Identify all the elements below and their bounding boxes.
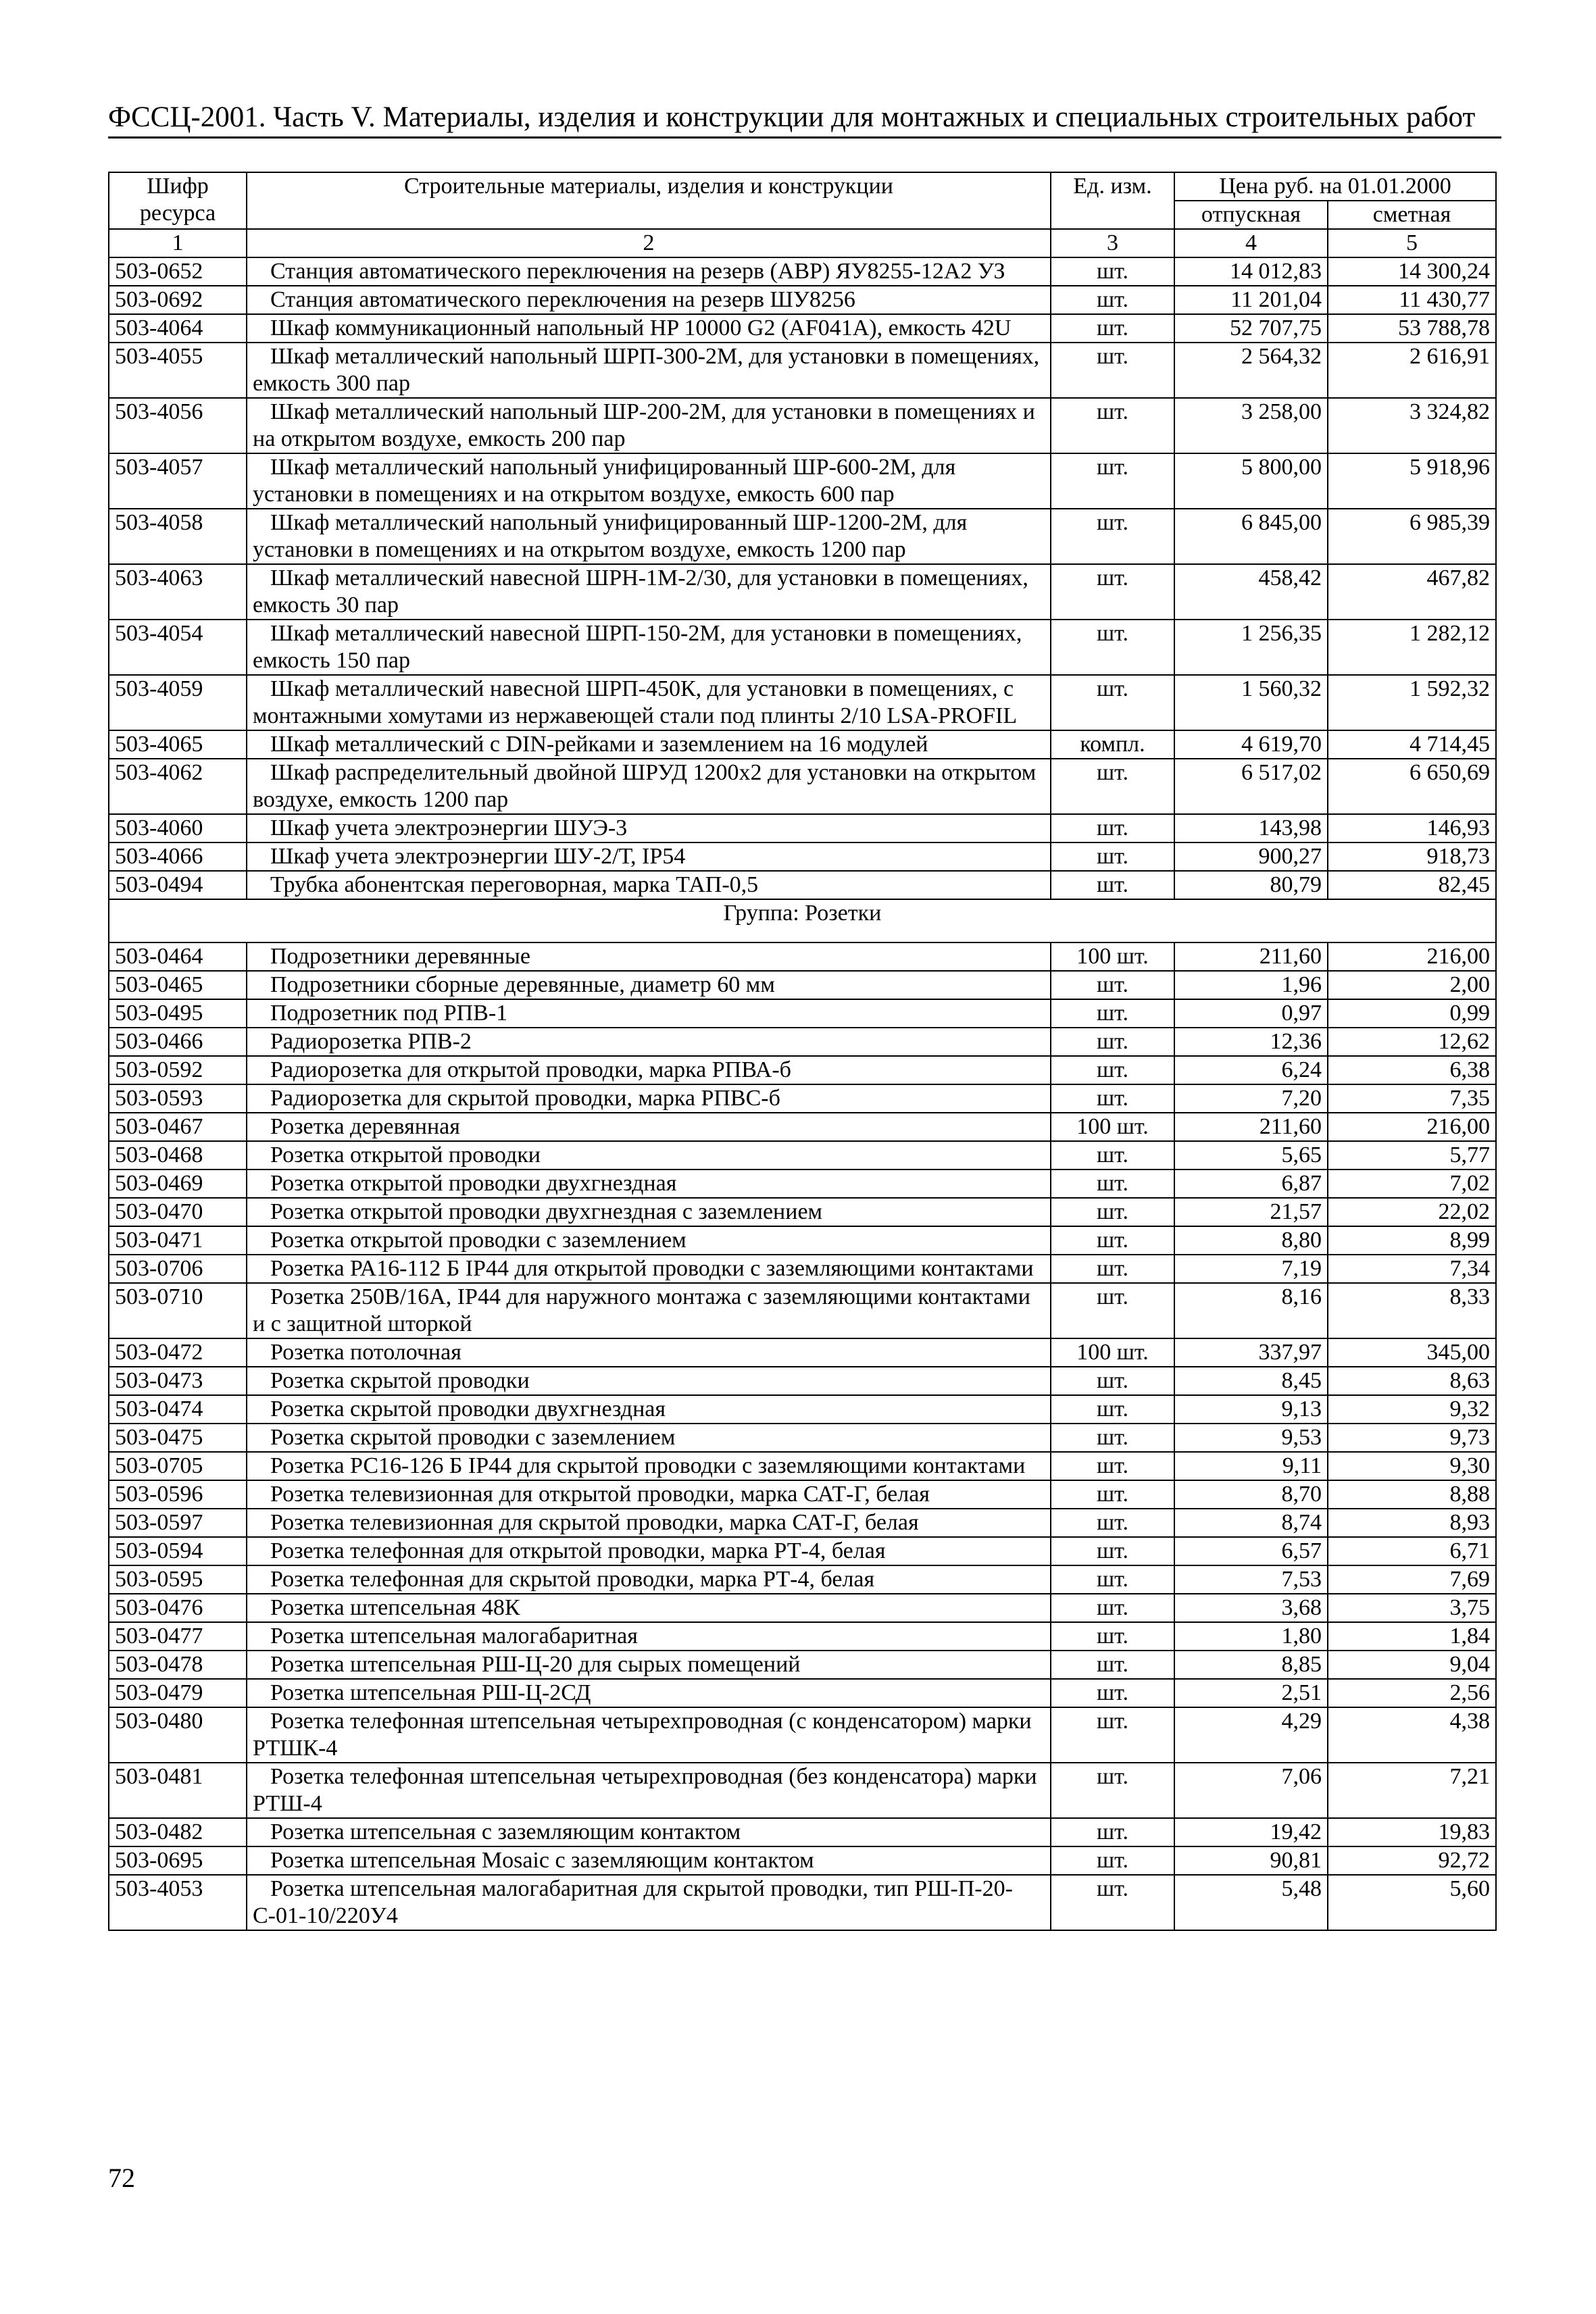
material-name: Шкаф металлический навесной ШРП-150-2М, для установки в помещениях, емкость 150 пар — [247, 620, 1051, 675]
estimate-price: 2,00 — [1328, 971, 1496, 999]
unit-of-measure: шт. — [1051, 1056, 1174, 1084]
unit-of-measure: шт. — [1051, 1367, 1174, 1395]
table-row — [109, 286, 1496, 314]
release-price: 143,98 — [1174, 814, 1328, 842]
col-header-price-group: Цена руб. на 01.01.2000 — [1174, 172, 1496, 201]
unit-of-measure: шт. — [1051, 1255, 1174, 1283]
release-price: 6 517,02 — [1174, 759, 1328, 814]
estimate-price: 7,34 — [1328, 1255, 1496, 1283]
resource-code: 503-0475 — [109, 1424, 247, 1452]
estimate-price: 4,38 — [1328, 1707, 1496, 1763]
unit-of-measure: шт. — [1051, 1846, 1174, 1875]
unit-of-measure: шт. — [1051, 398, 1174, 453]
unit-of-measure: шт. — [1051, 814, 1174, 842]
estimate-price: 8,88 — [1328, 1480, 1496, 1509]
estimate-price: 1 592,32 — [1328, 675, 1496, 730]
release-price: 5,48 — [1174, 1875, 1328, 1930]
table-row — [109, 1113, 1496, 1141]
estimate-price: 7,35 — [1328, 1084, 1496, 1113]
resource-code: 503-0710 — [109, 1283, 247, 1338]
estimate-price: 5 918,96 — [1328, 453, 1496, 509]
unit-of-measure: шт. — [1051, 1395, 1174, 1424]
resource-code: 503-4057 — [109, 453, 247, 509]
resource-code: 503-0595 — [109, 1565, 247, 1594]
material-name: Шкаф металлический напольный унифицированный ШР-1200-2М, для установки в помещениях и на открытом воздухе, емкость 1200 пар — [247, 509, 1051, 564]
material-name: Розетка телефонная штепсельная четырехпроводная (с конденсатором) марки РТШК-4 — [247, 1707, 1051, 1763]
resource-code: 503-0652 — [109, 257, 247, 286]
unit-of-measure: шт. — [1051, 1424, 1174, 1452]
unit-of-measure: шт. — [1051, 1594, 1174, 1622]
page-header-title: ФССЦ-2001. Часть V. Материалы, изделия и конструкции для монтажных и специальных строительных работ — [108, 100, 1501, 139]
material-name: Розетка скрытой проводки с заземлением — [247, 1424, 1051, 1452]
material-name: Розетка штепсельная РШ-Ц-20 для сырых помещений — [247, 1651, 1051, 1679]
resource-code: 503-0692 — [109, 286, 247, 314]
material-name: Подрозетники деревянные — [247, 942, 1051, 971]
col-header-price-release: отпускная — [1174, 201, 1328, 229]
material-name: Шкаф учета электроэнергии ШУЭ-3 — [247, 814, 1051, 842]
resource-code: 503-0466 — [109, 1028, 247, 1056]
material-name: Шкаф учета электроэнергии ШУ-2/Т, IP54 — [247, 842, 1051, 871]
unit-of-measure: шт. — [1051, 1818, 1174, 1846]
release-price: 80,79 — [1174, 871, 1328, 899]
estimate-price: 82,45 — [1328, 871, 1496, 899]
material-name: Радиорозетка для открытой проводки, марка РПВА-б — [247, 1056, 1051, 1084]
col-number: 4 — [1174, 229, 1328, 257]
release-price: 2 564,32 — [1174, 343, 1328, 398]
resource-code: 503-4056 — [109, 398, 247, 453]
estimate-price: 2,56 — [1328, 1679, 1496, 1707]
estimate-price: 53 788,78 — [1328, 314, 1496, 343]
col-header-unit: Ед. изм. — [1051, 172, 1174, 229]
estimate-price: 6 650,69 — [1328, 759, 1496, 814]
release-price: 1 256,35 — [1174, 620, 1328, 675]
price-table — [108, 172, 1497, 1931]
release-price: 14 012,83 — [1174, 257, 1328, 286]
unit-of-measure: 100 шт. — [1051, 1338, 1174, 1367]
table-row — [109, 1707, 1496, 1763]
col-number: 1 — [109, 229, 247, 257]
release-price: 8,70 — [1174, 1480, 1328, 1509]
table-row — [109, 999, 1496, 1028]
table-row — [109, 814, 1496, 842]
material-name: Шкаф металлический напольный унифицированный ШР-600-2М, для установки в помещениях и на открытом воздухе, емкость 600 пар — [247, 453, 1051, 509]
table-row — [109, 453, 1496, 509]
unit-of-measure: шт. — [1051, 1707, 1174, 1763]
col-number: 3 — [1051, 229, 1174, 257]
estimate-price: 146,93 — [1328, 814, 1496, 842]
estimate-price: 6 985,39 — [1328, 509, 1496, 564]
release-price: 337,97 — [1174, 1338, 1328, 1367]
unit-of-measure: шт. — [1051, 1537, 1174, 1565]
table-row — [109, 1846, 1496, 1875]
unit-of-measure: 100 шт. — [1051, 1113, 1174, 1141]
release-price: 3 258,00 — [1174, 398, 1328, 453]
unit-of-measure: шт. — [1051, 509, 1174, 564]
table-row — [109, 675, 1496, 730]
table-row — [109, 1283, 1496, 1338]
table-row — [109, 1198, 1496, 1226]
release-price: 90,81 — [1174, 1846, 1328, 1875]
col-header-code: Шифр ресурса — [109, 172, 247, 229]
release-price: 52 707,75 — [1174, 314, 1328, 343]
col-header-name: Строительные материалы, изделия и конструкции — [247, 172, 1051, 229]
table-row — [109, 842, 1496, 871]
resource-code: 503-4053 — [109, 1875, 247, 1930]
table-row — [109, 942, 1496, 971]
release-price: 5,65 — [1174, 1141, 1328, 1169]
resource-code: 503-4058 — [109, 509, 247, 564]
unit-of-measure: шт. — [1051, 1452, 1174, 1480]
material-name: Розетка штепсельная малогабаритная для скрытой проводки, тип РШ-П-20-С-01-10/220У4 — [247, 1875, 1051, 1930]
estimate-price: 1 282,12 — [1328, 620, 1496, 675]
release-price: 7,53 — [1174, 1565, 1328, 1594]
table-row — [109, 1452, 1496, 1480]
table-row — [109, 1565, 1496, 1594]
estimate-price: 14 300,24 — [1328, 257, 1496, 286]
release-price: 8,16 — [1174, 1283, 1328, 1338]
estimate-price: 3 324,82 — [1328, 398, 1496, 453]
estimate-price: 4 714,45 — [1328, 730, 1496, 759]
release-price: 6 845,00 — [1174, 509, 1328, 564]
release-price: 6,57 — [1174, 1537, 1328, 1565]
release-price: 1,96 — [1174, 971, 1328, 999]
estimate-price: 345,00 — [1328, 1338, 1496, 1367]
unit-of-measure: шт. — [1051, 842, 1174, 871]
group-header-row — [109, 899, 1496, 942]
release-price: 8,80 — [1174, 1226, 1328, 1255]
table-row — [109, 1537, 1496, 1565]
estimate-price: 2 616,91 — [1328, 343, 1496, 398]
table-row — [109, 1226, 1496, 1255]
release-price: 6,24 — [1174, 1056, 1328, 1084]
estimate-price: 5,77 — [1328, 1141, 1496, 1169]
estimate-price: 9,04 — [1328, 1651, 1496, 1679]
resource-code: 503-0592 — [109, 1056, 247, 1084]
release-price: 211,60 — [1174, 1113, 1328, 1141]
material-name: Розетка телефонная штепсельная четырехпроводная (без конденсатора) марки РТШ-4 — [247, 1763, 1051, 1818]
estimate-price: 918,73 — [1328, 842, 1496, 871]
resource-code: 503-0695 — [109, 1846, 247, 1875]
material-name: Подрозетники сборные деревянные, диаметр 60 мм — [247, 971, 1051, 999]
estimate-price: 7,69 — [1328, 1565, 1496, 1594]
release-price: 2,51 — [1174, 1679, 1328, 1707]
table-row — [109, 1028, 1496, 1056]
unit-of-measure: компл. — [1051, 730, 1174, 759]
unit-of-measure: шт. — [1051, 1679, 1174, 1707]
unit-of-measure: шт. — [1051, 1565, 1174, 1594]
release-price: 5 800,00 — [1174, 453, 1328, 509]
table-row — [109, 1509, 1496, 1537]
table-row — [109, 1622, 1496, 1651]
resource-code: 503-0594 — [109, 1537, 247, 1565]
release-price: 0,97 — [1174, 999, 1328, 1028]
table-row — [109, 1875, 1496, 1930]
resource-code: 503-4062 — [109, 759, 247, 814]
material-name: Станция автоматического переключения на резерв ШУ8256 — [247, 286, 1051, 314]
release-price: 11 201,04 — [1174, 286, 1328, 314]
estimate-price: 9,73 — [1328, 1424, 1496, 1452]
table-row — [109, 871, 1496, 899]
release-price: 211,60 — [1174, 942, 1328, 971]
unit-of-measure: шт. — [1051, 1198, 1174, 1226]
material-name: Розетка штепсельная 48К — [247, 1594, 1051, 1622]
col-header-price-estimate: сметная — [1328, 201, 1496, 229]
material-name: Розетка 250В/16А, IP44 для наружного монтажа с заземляющими контактами и с защитной шторкой — [247, 1283, 1051, 1338]
unit-of-measure: шт. — [1051, 1283, 1174, 1338]
table-row — [109, 1480, 1496, 1509]
unit-of-measure: шт. — [1051, 1169, 1174, 1198]
release-price: 7,19 — [1174, 1255, 1328, 1283]
estimate-price: 7,02 — [1328, 1169, 1496, 1198]
estimate-price: 216,00 — [1328, 1113, 1496, 1141]
unit-of-measure: шт. — [1051, 1875, 1174, 1930]
release-price: 19,42 — [1174, 1818, 1328, 1846]
resource-code: 503-4065 — [109, 730, 247, 759]
material-name: Розетка открытой проводки — [247, 1141, 1051, 1169]
material-name: Шкаф распределительный двойной ШРУД 1200х2 для установки на открытом воздухе, емкость 1200 пар — [247, 759, 1051, 814]
table-row — [109, 620, 1496, 675]
release-price: 8,85 — [1174, 1651, 1328, 1679]
col-number: 5 — [1328, 229, 1496, 257]
table-row — [109, 1679, 1496, 1707]
estimate-price: 22,02 — [1328, 1198, 1496, 1226]
unit-of-measure: 100 шт. — [1051, 942, 1174, 971]
resource-code: 503-4059 — [109, 675, 247, 730]
material-name: Шкаф металлический напольный ШРП-300-2М, для установки в помещениях, емкость 300 пар — [247, 343, 1051, 398]
page-number: 72 — [108, 2163, 135, 2193]
unit-of-measure: шт. — [1051, 1509, 1174, 1537]
unit-of-measure: шт. — [1051, 453, 1174, 509]
estimate-price: 9,30 — [1328, 1452, 1496, 1480]
material-name: Радиорозетка РПВ-2 — [247, 1028, 1051, 1056]
table-row — [109, 1651, 1496, 1679]
resource-code: 503-4054 — [109, 620, 247, 675]
release-price: 21,57 — [1174, 1198, 1328, 1226]
table-row — [109, 1255, 1496, 1283]
resource-code: 503-4055 — [109, 343, 247, 398]
material-name: Розетка телевизионная для скрытой проводки, марка САТ-Г, белая — [247, 1509, 1051, 1537]
resource-code: 503-0464 — [109, 942, 247, 971]
estimate-price: 6,71 — [1328, 1537, 1496, 1565]
resource-code: 503-0470 — [109, 1198, 247, 1226]
table-row — [109, 730, 1496, 759]
table-row — [109, 398, 1496, 453]
table-row — [109, 1763, 1496, 1818]
unit-of-measure: шт. — [1051, 871, 1174, 899]
resource-code: 503-0706 — [109, 1255, 247, 1283]
resource-code: 503-0482 — [109, 1818, 247, 1846]
unit-of-measure: шт. — [1051, 1480, 1174, 1509]
estimate-price: 7,21 — [1328, 1763, 1496, 1818]
table-row — [109, 314, 1496, 343]
estimate-price: 8,93 — [1328, 1509, 1496, 1537]
release-price: 12,36 — [1174, 1028, 1328, 1056]
estimate-price: 8,99 — [1328, 1226, 1496, 1255]
table-row — [109, 1424, 1496, 1452]
resource-code: 503-0472 — [109, 1338, 247, 1367]
release-price: 900,27 — [1174, 842, 1328, 871]
resource-code: 503-4066 — [109, 842, 247, 871]
release-price: 4,29 — [1174, 1707, 1328, 1763]
table-row — [109, 257, 1496, 286]
table-row — [109, 1818, 1496, 1846]
table-row — [109, 1056, 1496, 1084]
estimate-price: 9,32 — [1328, 1395, 1496, 1424]
material-name: Шкаф металлический навесной ШРП-450К, для установки в помещениях, с монтажными хомутами из нержавеющей стали под плинты 2/10 LSA-PROFIL — [247, 675, 1051, 730]
table-row — [109, 1084, 1496, 1113]
material-name: Розетка телевизионная для открытой проводки, марка САТ-Г, белая — [247, 1480, 1051, 1509]
resource-code: 503-0473 — [109, 1367, 247, 1395]
unit-of-measure: шт. — [1051, 1622, 1174, 1651]
unit-of-measure: шт. — [1051, 564, 1174, 620]
resource-code: 503-0476 — [109, 1594, 247, 1622]
material-name: Розетка открытой проводки с заземлением — [247, 1226, 1051, 1255]
resource-code: 503-0494 — [109, 871, 247, 899]
estimate-price: 92,72 — [1328, 1846, 1496, 1875]
material-name: Розетка штепсельная малогабаритная — [247, 1622, 1051, 1651]
release-price: 9,11 — [1174, 1452, 1328, 1480]
release-price: 7,06 — [1174, 1763, 1328, 1818]
resource-code: 503-0596 — [109, 1480, 247, 1509]
table-row — [109, 564, 1496, 620]
material-name: Розетка скрытой проводки — [247, 1367, 1051, 1395]
release-price: 8,45 — [1174, 1367, 1328, 1395]
resource-code: 503-0471 — [109, 1226, 247, 1255]
unit-of-measure: шт. — [1051, 971, 1174, 999]
table-row — [109, 1141, 1496, 1169]
unit-of-measure: шт. — [1051, 343, 1174, 398]
material-name: Розетка РС16-126 Б IP44 для скрытой проводки с заземляющими контактами — [247, 1452, 1051, 1480]
unit-of-measure: шт. — [1051, 999, 1174, 1028]
release-price: 458,42 — [1174, 564, 1328, 620]
table-row — [109, 1338, 1496, 1367]
release-price: 8,74 — [1174, 1509, 1328, 1537]
resource-code: 503-0465 — [109, 971, 247, 999]
table-row — [109, 1367, 1496, 1395]
resource-code: 503-0468 — [109, 1141, 247, 1169]
table-row — [109, 1169, 1496, 1198]
material-name: Розетка штепсельная Mosaic с заземляющим контактом — [247, 1846, 1051, 1875]
release-price: 7,20 — [1174, 1084, 1328, 1113]
estimate-price: 6,38 — [1328, 1056, 1496, 1084]
resource-code: 503-0495 — [109, 999, 247, 1028]
unit-of-measure: шт. — [1051, 675, 1174, 730]
group-title: Группа: Розетки — [109, 899, 1496, 942]
estimate-price: 19,83 — [1328, 1818, 1496, 1846]
estimate-price: 8,33 — [1328, 1283, 1496, 1338]
unit-of-measure: шт. — [1051, 257, 1174, 286]
unit-of-measure: шт. — [1051, 314, 1174, 343]
resource-code: 503-0474 — [109, 1395, 247, 1424]
resource-code: 503-0478 — [109, 1651, 247, 1679]
table-row — [109, 1594, 1496, 1622]
estimate-price: 12,62 — [1328, 1028, 1496, 1056]
col-number: 2 — [247, 229, 1051, 257]
unit-of-measure: шт. — [1051, 1141, 1174, 1169]
material-name: Шкаф металлический навесной ШРН-1М-2/30, для установки в помещениях, емкость 30 пар — [247, 564, 1051, 620]
estimate-price: 467,82 — [1328, 564, 1496, 620]
table-row — [109, 509, 1496, 564]
material-name: Розетка открытой проводки двухгнездная с заземлением — [247, 1198, 1051, 1226]
resource-code: 503-0705 — [109, 1452, 247, 1480]
material-name: Розетка телефонная для скрытой проводки, марка РТ-4, белая — [247, 1565, 1051, 1594]
unit-of-measure: шт. — [1051, 1084, 1174, 1113]
resource-code: 503-0593 — [109, 1084, 247, 1113]
material-name: Подрозетник под РПВ-1 — [247, 999, 1051, 1028]
estimate-price: 1,84 — [1328, 1622, 1496, 1651]
material-name: Розетка штепсельная РШ-Ц-2СД — [247, 1679, 1051, 1707]
material-name: Розетка скрытой проводки двухгнездная — [247, 1395, 1051, 1424]
resource-code: 503-0597 — [109, 1509, 247, 1537]
material-name: Шкаф металлический напольный ШР-200-2М, для установки в помещениях и на открытом воздухе, емкость 200 пар — [247, 398, 1051, 453]
material-name: Розетка открытой проводки двухгнездная — [247, 1169, 1051, 1198]
release-price: 4 619,70 — [1174, 730, 1328, 759]
material-name: Розетка штепсельная с заземляющим контактом — [247, 1818, 1051, 1846]
material-name: Станция автоматического переключения на резерв (АВР) ЯУ8255-12А2 УЗ — [247, 257, 1051, 286]
unit-of-measure: шт. — [1051, 1763, 1174, 1818]
material-name: Шкаф коммуникационный напольный HP 10000 G2 (AF041A), емкость 42U — [247, 314, 1051, 343]
material-name: Розетка деревянная — [247, 1113, 1051, 1141]
table-row — [109, 1395, 1496, 1424]
unit-of-measure: шт. — [1051, 1028, 1174, 1056]
estimate-price: 5,60 — [1328, 1875, 1496, 1930]
release-price: 3,68 — [1174, 1594, 1328, 1622]
estimate-price: 3,75 — [1328, 1594, 1496, 1622]
resource-code: 503-4063 — [109, 564, 247, 620]
material-name: Радиорозетка для скрытой проводки, марка РПВС-б — [247, 1084, 1051, 1113]
table-row — [109, 759, 1496, 814]
release-price: 6,87 — [1174, 1169, 1328, 1198]
estimate-price: 11 430,77 — [1328, 286, 1496, 314]
resource-code: 503-0469 — [109, 1169, 247, 1198]
estimate-price: 0,99 — [1328, 999, 1496, 1028]
release-price: 1 560,32 — [1174, 675, 1328, 730]
release-price: 1,80 — [1174, 1622, 1328, 1651]
unit-of-measure: шт. — [1051, 1651, 1174, 1679]
release-price: 9,13 — [1174, 1395, 1328, 1424]
estimate-price: 8,63 — [1328, 1367, 1496, 1395]
unit-of-measure: шт. — [1051, 1226, 1174, 1255]
resource-code: 503-0467 — [109, 1113, 247, 1141]
estimate-price: 216,00 — [1328, 942, 1496, 971]
material-name: Розетка телефонная для открытой проводки, марка РТ-4, белая — [247, 1537, 1051, 1565]
resource-code: 503-0477 — [109, 1622, 247, 1651]
unit-of-measure: шт. — [1051, 286, 1174, 314]
release-price: 9,53 — [1174, 1424, 1328, 1452]
material-name: Розетка РА16-112 Б IP44 для открытой проводки с заземляющими контактами — [247, 1255, 1051, 1283]
table-row — [109, 971, 1496, 999]
material-name: Трубка абонентская переговорная, марка ТАП-0,5 — [247, 871, 1051, 899]
material-name: Розетка потолочная — [247, 1338, 1051, 1367]
material-name: Шкаф металлический с DIN-рейками и заземлением на 16 модулей — [247, 730, 1051, 759]
resource-code: 503-4060 — [109, 814, 247, 842]
unit-of-measure: шт. — [1051, 759, 1174, 814]
resource-code: 503-4064 — [109, 314, 247, 343]
resource-code: 503-0480 — [109, 1707, 247, 1763]
table-row — [109, 343, 1496, 398]
unit-of-measure: шт. — [1051, 620, 1174, 675]
resource-code: 503-0481 — [109, 1763, 247, 1818]
resource-code: 503-0479 — [109, 1679, 247, 1707]
